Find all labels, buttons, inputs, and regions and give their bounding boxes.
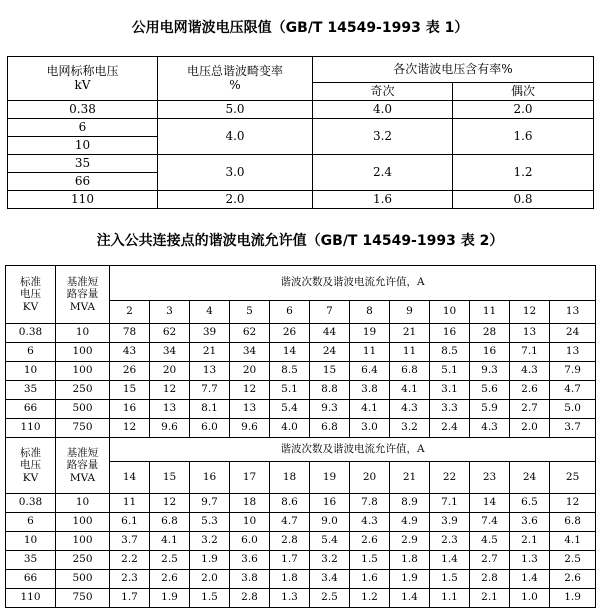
- current-value-cell: 9.3: [470, 362, 510, 381]
- voltage-cell: 66: [6, 570, 56, 589]
- current-value-cell: 1.1: [430, 589, 470, 608]
- table2-title: 注入公共连接点的谐波电流允许值（GB/T 14549-1993 表 2）: [96, 233, 504, 249]
- harmonic-order-header: 24: [510, 462, 550, 494]
- table-row: [6, 532, 596, 551]
- voltage-cell: 35: [6, 381, 56, 400]
- current-value-cell: 1.4: [510, 570, 550, 589]
- table-row: [6, 343, 596, 362]
- capacity-cell: 100: [56, 513, 110, 532]
- current-value-cell: 1.9: [390, 570, 430, 589]
- current-value-cell: 3.3: [430, 400, 470, 419]
- capacity-cell: 10: [56, 324, 110, 343]
- current-value-cell: 2.1: [470, 589, 510, 608]
- current-value-cell: 14: [270, 343, 310, 362]
- table-row: [8, 119, 594, 137]
- current-value-cell: 21: [390, 324, 430, 343]
- table1-title: 公用电网谐波电压限值（GB/T 14549-1993 表 1）: [131, 20, 469, 36]
- current-value-cell: 6.4: [350, 362, 390, 381]
- col-header-harmonic-current-group: 谐波次数及谐波电流允许值，A: [110, 266, 596, 301]
- harmonic-order-header: 25: [550, 462, 596, 494]
- harmonic-order-header: 4: [190, 301, 230, 324]
- current-value-cell: 6.8: [150, 513, 190, 532]
- harmonic-order-header: 11: [470, 301, 510, 324]
- current-value-cell: 2.5: [150, 551, 190, 570]
- current-value-cell: 4.1: [550, 532, 596, 551]
- current-value-cell: 44: [310, 324, 350, 343]
- current-value-cell: 16: [110, 400, 150, 419]
- current-value-cell: 3.6: [230, 551, 270, 570]
- current-value-cell: 78: [110, 324, 150, 343]
- current-value-cell: 3.2: [390, 419, 430, 438]
- harmonic-order-header: 5: [230, 301, 270, 324]
- current-value-cell: 3.7: [550, 419, 596, 438]
- current-value-cell: 19: [350, 324, 390, 343]
- voltage-cell: 10: [6, 362, 56, 381]
- table-row: [8, 101, 594, 119]
- current-value-cell: 2.6: [150, 570, 190, 589]
- harmonic-order-header: 21: [390, 462, 430, 494]
- capacity-cell: 250: [56, 551, 110, 570]
- voltage-cell: 35: [8, 155, 158, 173]
- table-row: [6, 324, 596, 343]
- current-value-cell: 6.0: [190, 419, 230, 438]
- current-value-cell: 4.1: [150, 532, 190, 551]
- current-value-cell: 20: [230, 362, 270, 381]
- voltage-cell: 110: [6, 589, 56, 608]
- current-value-cell: 2.0: [190, 570, 230, 589]
- voltage-cell: 66: [8, 173, 158, 191]
- thd-cell: 5.0: [158, 101, 313, 119]
- odd-cell: 1.6: [313, 191, 453, 209]
- current-value-cell: 4.3: [350, 513, 390, 532]
- current-value-cell: 2.7: [470, 551, 510, 570]
- capacity-cell: 10: [56, 494, 110, 513]
- current-value-cell: 1.9: [150, 589, 190, 608]
- current-value-cell: 5.1: [270, 381, 310, 400]
- current-value-cell: 1.5: [190, 589, 230, 608]
- current-value-cell: 7.8: [350, 494, 390, 513]
- harmonic-order-header: 19: [310, 462, 350, 494]
- table-row: [6, 513, 596, 532]
- table-row: [6, 400, 596, 419]
- col-header-voltage: 电网标称电压 kV: [8, 57, 158, 101]
- voltage-cell: 0.38: [6, 494, 56, 513]
- harmonic-order-header: 2: [110, 301, 150, 324]
- current-value-cell: 1.6: [350, 570, 390, 589]
- current-value-cell: 12: [150, 381, 190, 400]
- col-header-short-circuit-capacity: 基准短 路容量 MVA: [56, 438, 110, 494]
- harmonic-order-header: 23: [470, 462, 510, 494]
- current-value-cell: 34: [230, 343, 270, 362]
- current-value-cell: 11: [110, 494, 150, 513]
- table-row: [6, 362, 596, 381]
- table-row: [6, 551, 596, 570]
- current-value-cell: 2.2: [110, 551, 150, 570]
- current-value-cell: 3.6: [510, 513, 550, 532]
- current-value-cell: 12: [550, 494, 596, 513]
- current-value-cell: 2.7: [510, 400, 550, 419]
- current-value-cell: 1.5: [430, 570, 470, 589]
- current-value-cell: 1.7: [270, 551, 310, 570]
- current-value-cell: 9.6: [150, 419, 190, 438]
- col-header-harmonic-content: 各次谐波电压含有率%: [313, 57, 594, 83]
- current-value-cell: 1.4: [390, 589, 430, 608]
- table-row: [6, 419, 596, 438]
- voltage-cell: 0.38: [8, 101, 158, 119]
- even-cell: 2.0: [453, 101, 594, 119]
- current-value-cell: 7.4: [470, 513, 510, 532]
- current-value-cell: 6.5: [510, 494, 550, 513]
- harmonic-voltage-limits-table: [7, 56, 594, 209]
- even-cell: 0.8: [453, 191, 594, 209]
- voltage-cell: 10: [8, 137, 158, 155]
- current-value-cell: 1.9: [550, 589, 596, 608]
- col-header-odd: 奇次: [313, 83, 453, 101]
- current-value-cell: 24: [310, 343, 350, 362]
- thd-cell: 4.0: [158, 119, 313, 155]
- current-value-cell: 3.1: [430, 381, 470, 400]
- harmonic-order-header: 6: [270, 301, 310, 324]
- current-value-cell: 11: [350, 343, 390, 362]
- current-value-cell: 3.2: [310, 551, 350, 570]
- current-value-cell: 62: [150, 324, 190, 343]
- harmonic-order-header: 15: [150, 462, 190, 494]
- current-value-cell: 3.2: [190, 532, 230, 551]
- current-value-cell: 7.1: [430, 494, 470, 513]
- current-value-cell: 34: [150, 343, 190, 362]
- current-value-cell: 4.3: [510, 362, 550, 381]
- current-value-cell: 2.9: [390, 532, 430, 551]
- current-value-cell: 1.3: [270, 589, 310, 608]
- current-value-cell: 6.0: [230, 532, 270, 551]
- current-value-cell: 21: [190, 343, 230, 362]
- table-row: [6, 494, 596, 513]
- col-header-standard-voltage: 标准 电压 KV: [6, 438, 56, 494]
- table-row: [8, 191, 594, 209]
- current-value-cell: 15: [310, 362, 350, 381]
- current-value-cell: 1.4: [430, 551, 470, 570]
- current-value-cell: 5.3: [190, 513, 230, 532]
- current-value-cell: 7.7: [190, 381, 230, 400]
- harmonic-order-header: 8: [350, 301, 390, 324]
- current-value-cell: 14: [470, 494, 510, 513]
- col-header-even: 偶次: [453, 83, 594, 101]
- current-value-cell: 1.2: [350, 589, 390, 608]
- current-value-cell: 1.7: [110, 589, 150, 608]
- current-value-cell: 13: [230, 400, 270, 419]
- current-value-cell: 4.1: [350, 400, 390, 419]
- current-value-cell: 5.1: [430, 362, 470, 381]
- current-value-cell: 7.9: [550, 362, 596, 381]
- current-value-cell: 9.7: [190, 494, 230, 513]
- current-value-cell: 1.9: [190, 551, 230, 570]
- thd-cell: 2.0: [158, 191, 313, 209]
- capacity-cell: 500: [56, 400, 110, 419]
- current-value-cell: 5.6: [470, 381, 510, 400]
- current-value-cell: 39: [190, 324, 230, 343]
- col-header-short-circuit-capacity: 基准短 路容量 MVA: [56, 266, 110, 324]
- current-value-cell: 2.8: [470, 570, 510, 589]
- current-value-cell: 6.1: [110, 513, 150, 532]
- current-value-cell: 26: [270, 324, 310, 343]
- current-value-cell: 9.6: [230, 419, 270, 438]
- current-value-cell: 1.0: [510, 589, 550, 608]
- harmonic-order-header: 20: [350, 462, 390, 494]
- capacity-cell: 100: [56, 343, 110, 362]
- current-value-cell: 2.4: [430, 419, 470, 438]
- voltage-cell: 66: [6, 400, 56, 419]
- current-value-cell: 16: [310, 494, 350, 513]
- capacity-cell: 500: [56, 570, 110, 589]
- current-value-cell: 5.9: [470, 400, 510, 419]
- harmonic-order-header: 13: [550, 301, 596, 324]
- harmonic-order-header: 22: [430, 462, 470, 494]
- thd-cell: 3.0: [158, 155, 313, 191]
- current-value-cell: 5.0: [550, 400, 596, 419]
- current-value-cell: 13: [190, 362, 230, 381]
- current-value-cell: 8.1: [190, 400, 230, 419]
- current-value-cell: 9.3: [310, 400, 350, 419]
- current-value-cell: 2.3: [430, 532, 470, 551]
- current-value-cell: 10: [230, 513, 270, 532]
- current-value-cell: 5.4: [310, 532, 350, 551]
- harmonic-order-header: 18: [270, 462, 310, 494]
- voltage-cell: 110: [8, 191, 158, 209]
- current-value-cell: 4.0: [270, 419, 310, 438]
- col-header-standard-voltage: 标准 电压 KV: [6, 266, 56, 324]
- current-value-cell: 26: [110, 362, 150, 381]
- harmonic-order-header: 14: [110, 462, 150, 494]
- odd-cell: 2.4: [313, 155, 453, 191]
- col-header-harmonic-current-group: 谐波次数及谐波电流允许值，A: [110, 438, 596, 462]
- odd-cell: 4.0: [313, 101, 453, 119]
- col-header-thd: 电压总谐波畸变率 %: [158, 57, 313, 101]
- current-value-cell: 4.3: [470, 419, 510, 438]
- current-value-cell: 2.6: [550, 570, 596, 589]
- current-value-cell: 3.8: [230, 570, 270, 589]
- current-value-cell: 7.1: [510, 343, 550, 362]
- current-value-cell: 8.5: [270, 362, 310, 381]
- capacity-cell: 250: [56, 381, 110, 400]
- table-row: [8, 155, 594, 173]
- current-value-cell: 2.8: [270, 532, 310, 551]
- voltage-cell: 6: [6, 343, 56, 362]
- odd-cell: 3.2: [313, 119, 453, 155]
- table-row: [6, 570, 596, 589]
- harmonic-order-header: 17: [230, 462, 270, 494]
- current-value-cell: 2.6: [510, 381, 550, 400]
- table-row: [6, 589, 596, 608]
- current-value-cell: 24: [550, 324, 596, 343]
- current-value-cell: 4.5: [470, 532, 510, 551]
- current-value-cell: 12: [110, 419, 150, 438]
- current-value-cell: 9.0: [310, 513, 350, 532]
- current-value-cell: 2.0: [510, 419, 550, 438]
- current-value-cell: 11: [390, 343, 430, 362]
- current-value-cell: 8.6: [270, 494, 310, 513]
- current-value-cell: 4.7: [550, 381, 596, 400]
- current-value-cell: 2.1: [510, 532, 550, 551]
- voltage-cell: 0.38: [6, 324, 56, 343]
- current-value-cell: 13: [550, 343, 596, 362]
- table-row: [6, 381, 596, 400]
- current-value-cell: 1.5: [350, 551, 390, 570]
- even-cell: 1.2: [453, 155, 594, 191]
- current-value-cell: 28: [470, 324, 510, 343]
- current-value-cell: 4.1: [390, 381, 430, 400]
- current-value-cell: 4.9: [390, 513, 430, 532]
- voltage-cell: 10: [6, 532, 56, 551]
- current-value-cell: 3.8: [350, 381, 390, 400]
- even-cell: 1.6: [453, 119, 594, 155]
- current-value-cell: 13: [150, 400, 190, 419]
- current-value-cell: 4.7: [270, 513, 310, 532]
- current-value-cell: 2.5: [310, 589, 350, 608]
- capacity-cell: 750: [56, 589, 110, 608]
- current-value-cell: 1.3: [510, 551, 550, 570]
- current-value-cell: 12: [230, 381, 270, 400]
- current-value-cell: 3.9: [430, 513, 470, 532]
- voltage-cell: 110: [6, 419, 56, 438]
- current-value-cell: 1.8: [390, 551, 430, 570]
- current-value-cell: 20: [150, 362, 190, 381]
- voltage-cell: 35: [6, 551, 56, 570]
- current-value-cell: 43: [110, 343, 150, 362]
- capacity-cell: 750: [56, 419, 110, 438]
- current-value-cell: 18: [230, 494, 270, 513]
- current-value-cell: 2.3: [110, 570, 150, 589]
- current-value-cell: 3.4: [310, 570, 350, 589]
- capacity-cell: 100: [56, 532, 110, 551]
- current-value-cell: 6.8: [550, 513, 596, 532]
- harmonic-order-header: 10: [430, 301, 470, 324]
- current-value-cell: 6.8: [310, 419, 350, 438]
- current-value-cell: 6.8: [390, 362, 430, 381]
- current-value-cell: 8.5: [430, 343, 470, 362]
- harmonic-order-header: 3: [150, 301, 190, 324]
- current-value-cell: 2.8: [230, 589, 270, 608]
- harmonic-current-limits-table: [5, 265, 596, 608]
- current-value-cell: 13: [510, 324, 550, 343]
- current-value-cell: 8.9: [390, 494, 430, 513]
- capacity-cell: 100: [56, 362, 110, 381]
- voltage-cell: 6: [8, 119, 158, 137]
- harmonic-order-header: 7: [310, 301, 350, 324]
- current-value-cell: 16: [430, 324, 470, 343]
- current-value-cell: 8.8: [310, 381, 350, 400]
- harmonic-order-header: 16: [190, 462, 230, 494]
- current-value-cell: 62: [230, 324, 270, 343]
- current-value-cell: 15: [110, 381, 150, 400]
- current-value-cell: 16: [470, 343, 510, 362]
- current-value-cell: 2.5: [550, 551, 596, 570]
- current-value-cell: 3.0: [350, 419, 390, 438]
- current-value-cell: 2.6: [350, 532, 390, 551]
- current-value-cell: 1.8: [270, 570, 310, 589]
- harmonic-order-header: 12: [510, 301, 550, 324]
- current-value-cell: 4.3: [390, 400, 430, 419]
- current-value-cell: 3.7: [110, 532, 150, 551]
- current-value-cell: 5.4: [270, 400, 310, 419]
- current-value-cell: 12: [150, 494, 190, 513]
- voltage-cell: 6: [6, 513, 56, 532]
- harmonic-order-header: 9: [390, 301, 430, 324]
